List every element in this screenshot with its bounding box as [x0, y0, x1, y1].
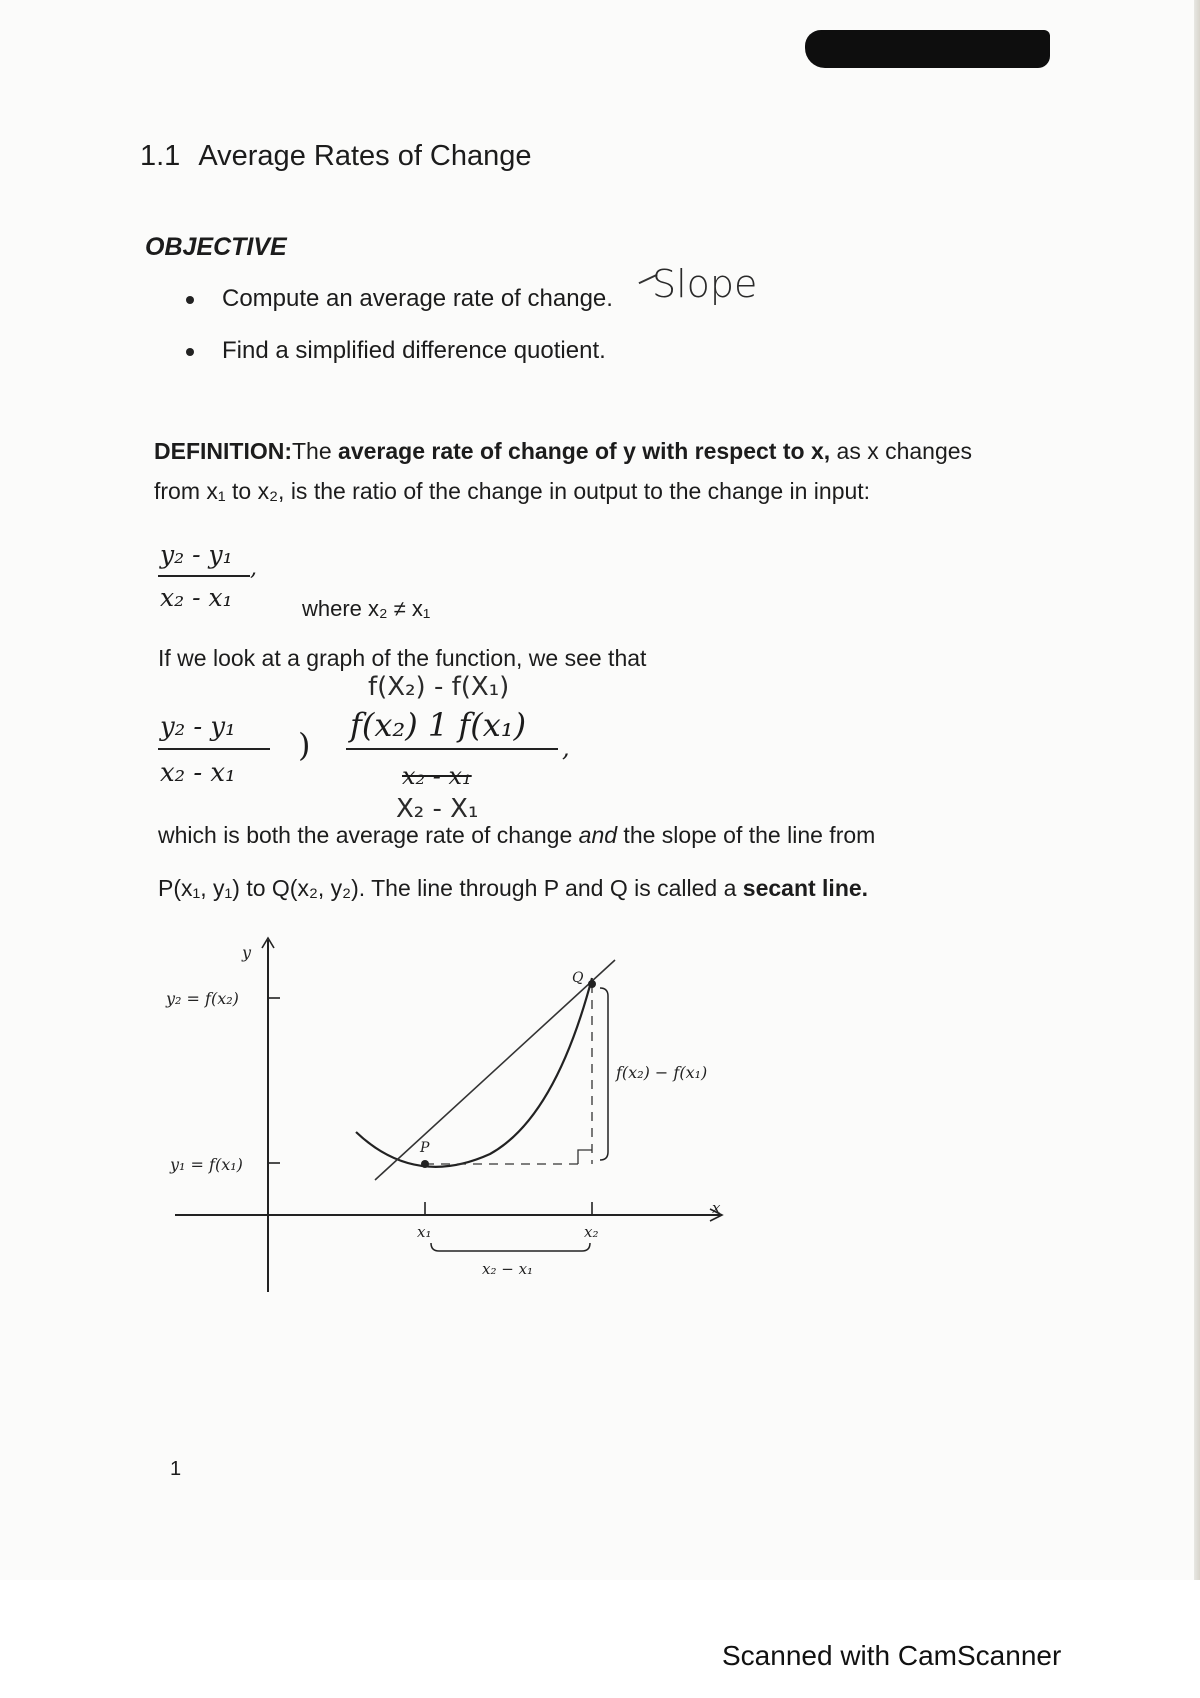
objective-heading: OBJECTIVE	[145, 233, 287, 261]
handwritten-slope-note: Slope	[652, 262, 758, 306]
y2-label: y₂ = f(x₂)	[166, 989, 239, 1008]
explanation-text: the slope of the line from	[617, 822, 876, 848]
page-edge	[1194, 0, 1200, 1580]
printed-numerator: f(x₂) 1 f(x₁)	[350, 706, 527, 744]
explanation-emphasis: and	[578, 822, 618, 848]
y1-label: y₁ = f(x₁)	[170, 1155, 243, 1174]
handwritten-numerator: f(X₂) - f(X₁)	[368, 672, 510, 702]
objective-item	[186, 337, 606, 365]
page-number: 1	[170, 1458, 182, 1480]
definition-line-1	[154, 438, 972, 465]
definition-line-2: from x₁ to x₂, is the ratio of the change in output to the change in input:	[154, 478, 871, 504]
objective-item-text: Compute an average rate of change.	[222, 285, 613, 312]
function-curve	[356, 978, 592, 1167]
section-title	[140, 140, 532, 173]
definition-term: average rate of change of y with respect to x,	[338, 438, 831, 464]
redaction-mark	[805, 30, 1050, 68]
fraction-comma: ,	[250, 556, 257, 581]
section-number: 1.1	[140, 140, 181, 172]
secant-line-figure	[160, 930, 740, 1300]
bullet-icon	[186, 296, 194, 304]
explanation-line-1	[158, 822, 875, 849]
objective-item	[186, 285, 613, 313]
x1-label: x₁	[417, 1223, 432, 1241]
objective-item-text: Find a simplified difference quotient.	[222, 337, 606, 364]
bullet-icon	[186, 348, 194, 356]
secant-line	[375, 960, 615, 1180]
explanation-text: which is both the average rate of change	[158, 822, 579, 848]
definition-text: The	[292, 438, 339, 464]
x2-label: x₂	[584, 1223, 599, 1241]
definition-label: DEFINITION:	[154, 438, 292, 464]
fraction-bar	[158, 575, 250, 577]
horizontal-brace	[431, 1243, 590, 1251]
point-q-label: Q	[572, 970, 584, 986]
equation-comma: ,	[562, 734, 570, 762]
y-axis-label: y	[242, 943, 252, 962]
fraction-numerator: y₂ - y₁	[160, 540, 233, 569]
dy-label: f(x₂) − f(x₁)	[616, 1063, 708, 1082]
point-q-marker	[588, 980, 596, 988]
fraction-denominator: x₂ - x₁	[160, 583, 233, 612]
parenthesis: )	[298, 726, 311, 764]
left-numerator: y₂ - y₁	[160, 712, 236, 742]
right-fraction-bar	[346, 748, 558, 750]
section-title-text: Average Rates of Change	[198, 140, 532, 172]
left-fraction-bar	[158, 748, 270, 750]
where-condition: where x₂ ≠ x₁	[302, 596, 431, 621]
point-p-marker	[421, 1160, 429, 1168]
dx-label: x₂ − x₁	[482, 1260, 534, 1278]
graph-intro-text: If we look at a graph of the function, we see that	[158, 645, 647, 671]
printed-denominator: x₂ - x₁	[402, 762, 472, 790]
secant-line-term: secant line.	[742, 875, 869, 901]
definition-text: as x changes	[830, 438, 973, 464]
handwritten-denominator: X₂ - X₁	[396, 794, 479, 824]
left-denominator: x₂ - x₁	[160, 758, 236, 788]
x-axis-label: x	[712, 1199, 721, 1217]
explanation-line-2	[158, 875, 868, 902]
point-p-label: P	[420, 1140, 430, 1156]
right-angle-mark-icon	[578, 1150, 592, 1164]
explanation-text: P(x₁, y₁) to Q(x₂, y₂). The line through P and Q is called a	[158, 875, 743, 901]
scanner-watermark: Scanned with CamScanner	[722, 1640, 1062, 1671]
vertical-brace	[600, 988, 608, 1160]
